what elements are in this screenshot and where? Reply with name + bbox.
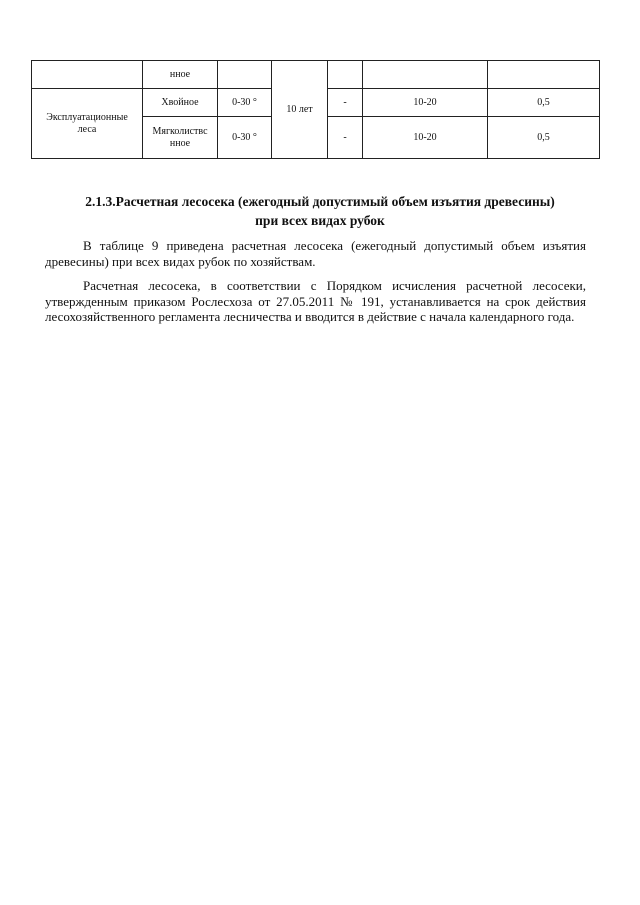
table-cell	[218, 61, 272, 89]
table-cell-dash: -	[328, 89, 363, 117]
section-heading-line: 2.1.3.Расчетная лесосека (ежегодный допустимый объем изъятия древесины)	[85, 194, 555, 209]
section-heading	[40, 192, 600, 230]
table-cell-period: 10 лет	[272, 61, 328, 159]
table-cell-group	[32, 89, 143, 159]
table-cell-slope: 0-30 °	[218, 117, 272, 159]
table-cell	[32, 61, 143, 89]
table-row	[32, 61, 600, 89]
table-cell-species: Хвойное	[143, 89, 218, 117]
paragraph: Расчетная лесосека, в соответствии с Порядком исчисления расчетной лесосеки, утвержденным приказом Рослесхоза от 27.05.2011 № 191, устанавливается на срок действия лесохозяйственного регламента лесничества и вводится в действие с начала календарного года.	[45, 278, 586, 324]
table-cell-range: 10-20	[363, 117, 488, 159]
table-cell-species: нное	[143, 61, 218, 89]
table-cell-species	[143, 117, 218, 159]
species-line: Мягколиствс	[152, 125, 208, 137]
table-cell	[363, 61, 488, 89]
table-cell-range: 10-20	[363, 89, 488, 117]
table-cell-slope: 0-30 °	[218, 89, 272, 117]
table-cell-dash: -	[328, 117, 363, 159]
group-label-line: Эксплуатационные	[46, 111, 128, 123]
paragraph: В таблице 9 приведена расчетная лесосека (ежегодный допустимый объем изъятия древесины) при всех видах рубок по хозяйствам.	[45, 238, 586, 269]
forest-use-table	[31, 60, 600, 159]
group-label-line: леса	[77, 123, 97, 135]
section-heading-line: при всех видах рубок	[255, 213, 385, 228]
table-cell	[488, 61, 600, 89]
table-cell	[328, 61, 363, 89]
table-cell-value: 0,5	[488, 117, 600, 159]
table-cell-value: 0,5	[488, 89, 600, 117]
species-line: нное	[169, 137, 191, 149]
